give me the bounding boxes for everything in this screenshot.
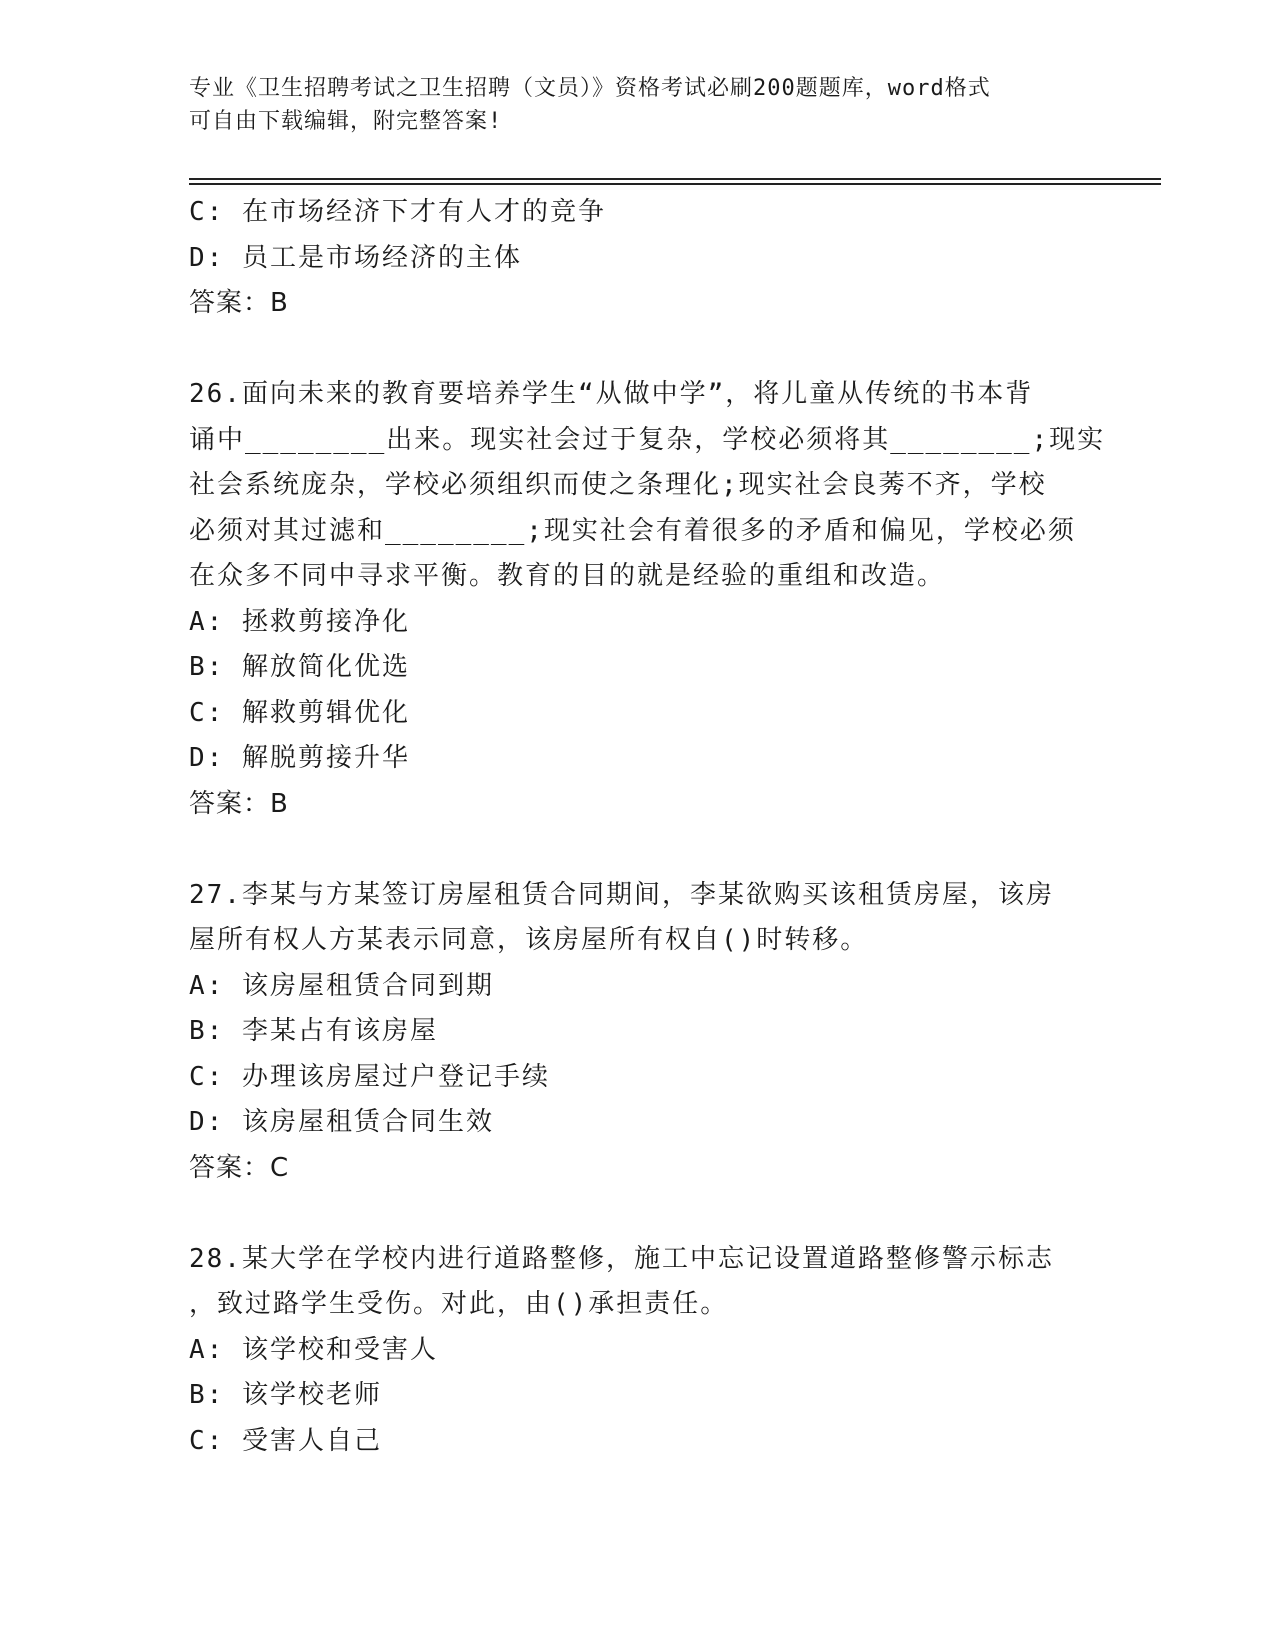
question-27: [189, 873, 1079, 1192]
question-stem-line: 屋所有权人方某表示同意，该房屋所有权自()时转移。: [189, 925, 869, 955]
question-stem-line: 诵中________出来。现实社会过于复杂，学校必须将其________;现实: [189, 424, 1106, 455]
option-c: C: 在市场经济下才有人才的竞争: [189, 197, 606, 227]
question-28: [189, 1237, 1079, 1465]
header-divider-top: [189, 178, 1161, 180]
question-stem-line: 26.面向未来的教育要培养学生“从做中学”，将儿童从传统的书本背: [189, 379, 1034, 409]
answer: 答案：B: [189, 288, 289, 318]
option-c: C: 解救剪辑优化: [189, 697, 410, 728]
option-b: B: 李某占有该房屋: [189, 1016, 438, 1046]
document-body: [189, 190, 1106, 1464]
question-stem-line: ，致过路学生受伤。对此，由()承担责任。: [189, 1289, 729, 1319]
header-line-1: 专业《卫生招聘考试之卫生招聘（文员）》资格考试必刷200题题库，word格式: [189, 76, 991, 101]
question-stem-line: 28.某大学在学校内进行道路整修，施工中忘记设置道路整修警示标志: [189, 1243, 1054, 1274]
option-d: D: 员工是市场经济的主体: [189, 242, 522, 273]
option-b: B: 该学校老师: [189, 1380, 382, 1410]
question-26: [189, 372, 1106, 827]
option-d: D: 该房屋租赁合同生效: [189, 1107, 494, 1137]
spacer: [189, 1191, 1079, 1237]
header-divider-bottom: [189, 183, 1161, 185]
question-stem-line: 社会系统庞杂，学校必须组织而使之条理化;现实社会良莠不齐，学校: [189, 470, 1047, 500]
question-stem-line: 27.李某与方某签订房屋租赁合同期间，李某欲购买该租赁房屋，该房: [189, 879, 1054, 910]
spacer: [189, 327, 1079, 373]
option-c: C: 办理该房屋过户登记手续: [189, 1061, 550, 1092]
spacer: [189, 827, 1079, 873]
option-a: A: 该学校和受害人: [189, 1334, 438, 1365]
option-d: D: 解脱剪接升华: [189, 743, 410, 773]
option-a: A: 该房屋租赁合同到期: [189, 970, 494, 1001]
question-stem-line: 必须对其过滤和________;现实社会有着很多的矛盾和偏见，学校必须: [189, 515, 1076, 546]
option-a: A: 拯救剪接净化: [189, 606, 410, 637]
document-header: [189, 72, 1069, 138]
question-stem-line: 在众多不同中寻求平衡。教育的目的就是经验的重组和改造。: [189, 561, 946, 591]
answer: 答案：C: [189, 1152, 290, 1183]
header-line-2: 可自由下载编辑，附完整答案!: [189, 109, 503, 134]
option-c: C: 受害人自己: [189, 1425, 382, 1456]
answer: 答案：B: [189, 788, 289, 819]
option-b: B: 解放简化优选: [189, 652, 410, 682]
